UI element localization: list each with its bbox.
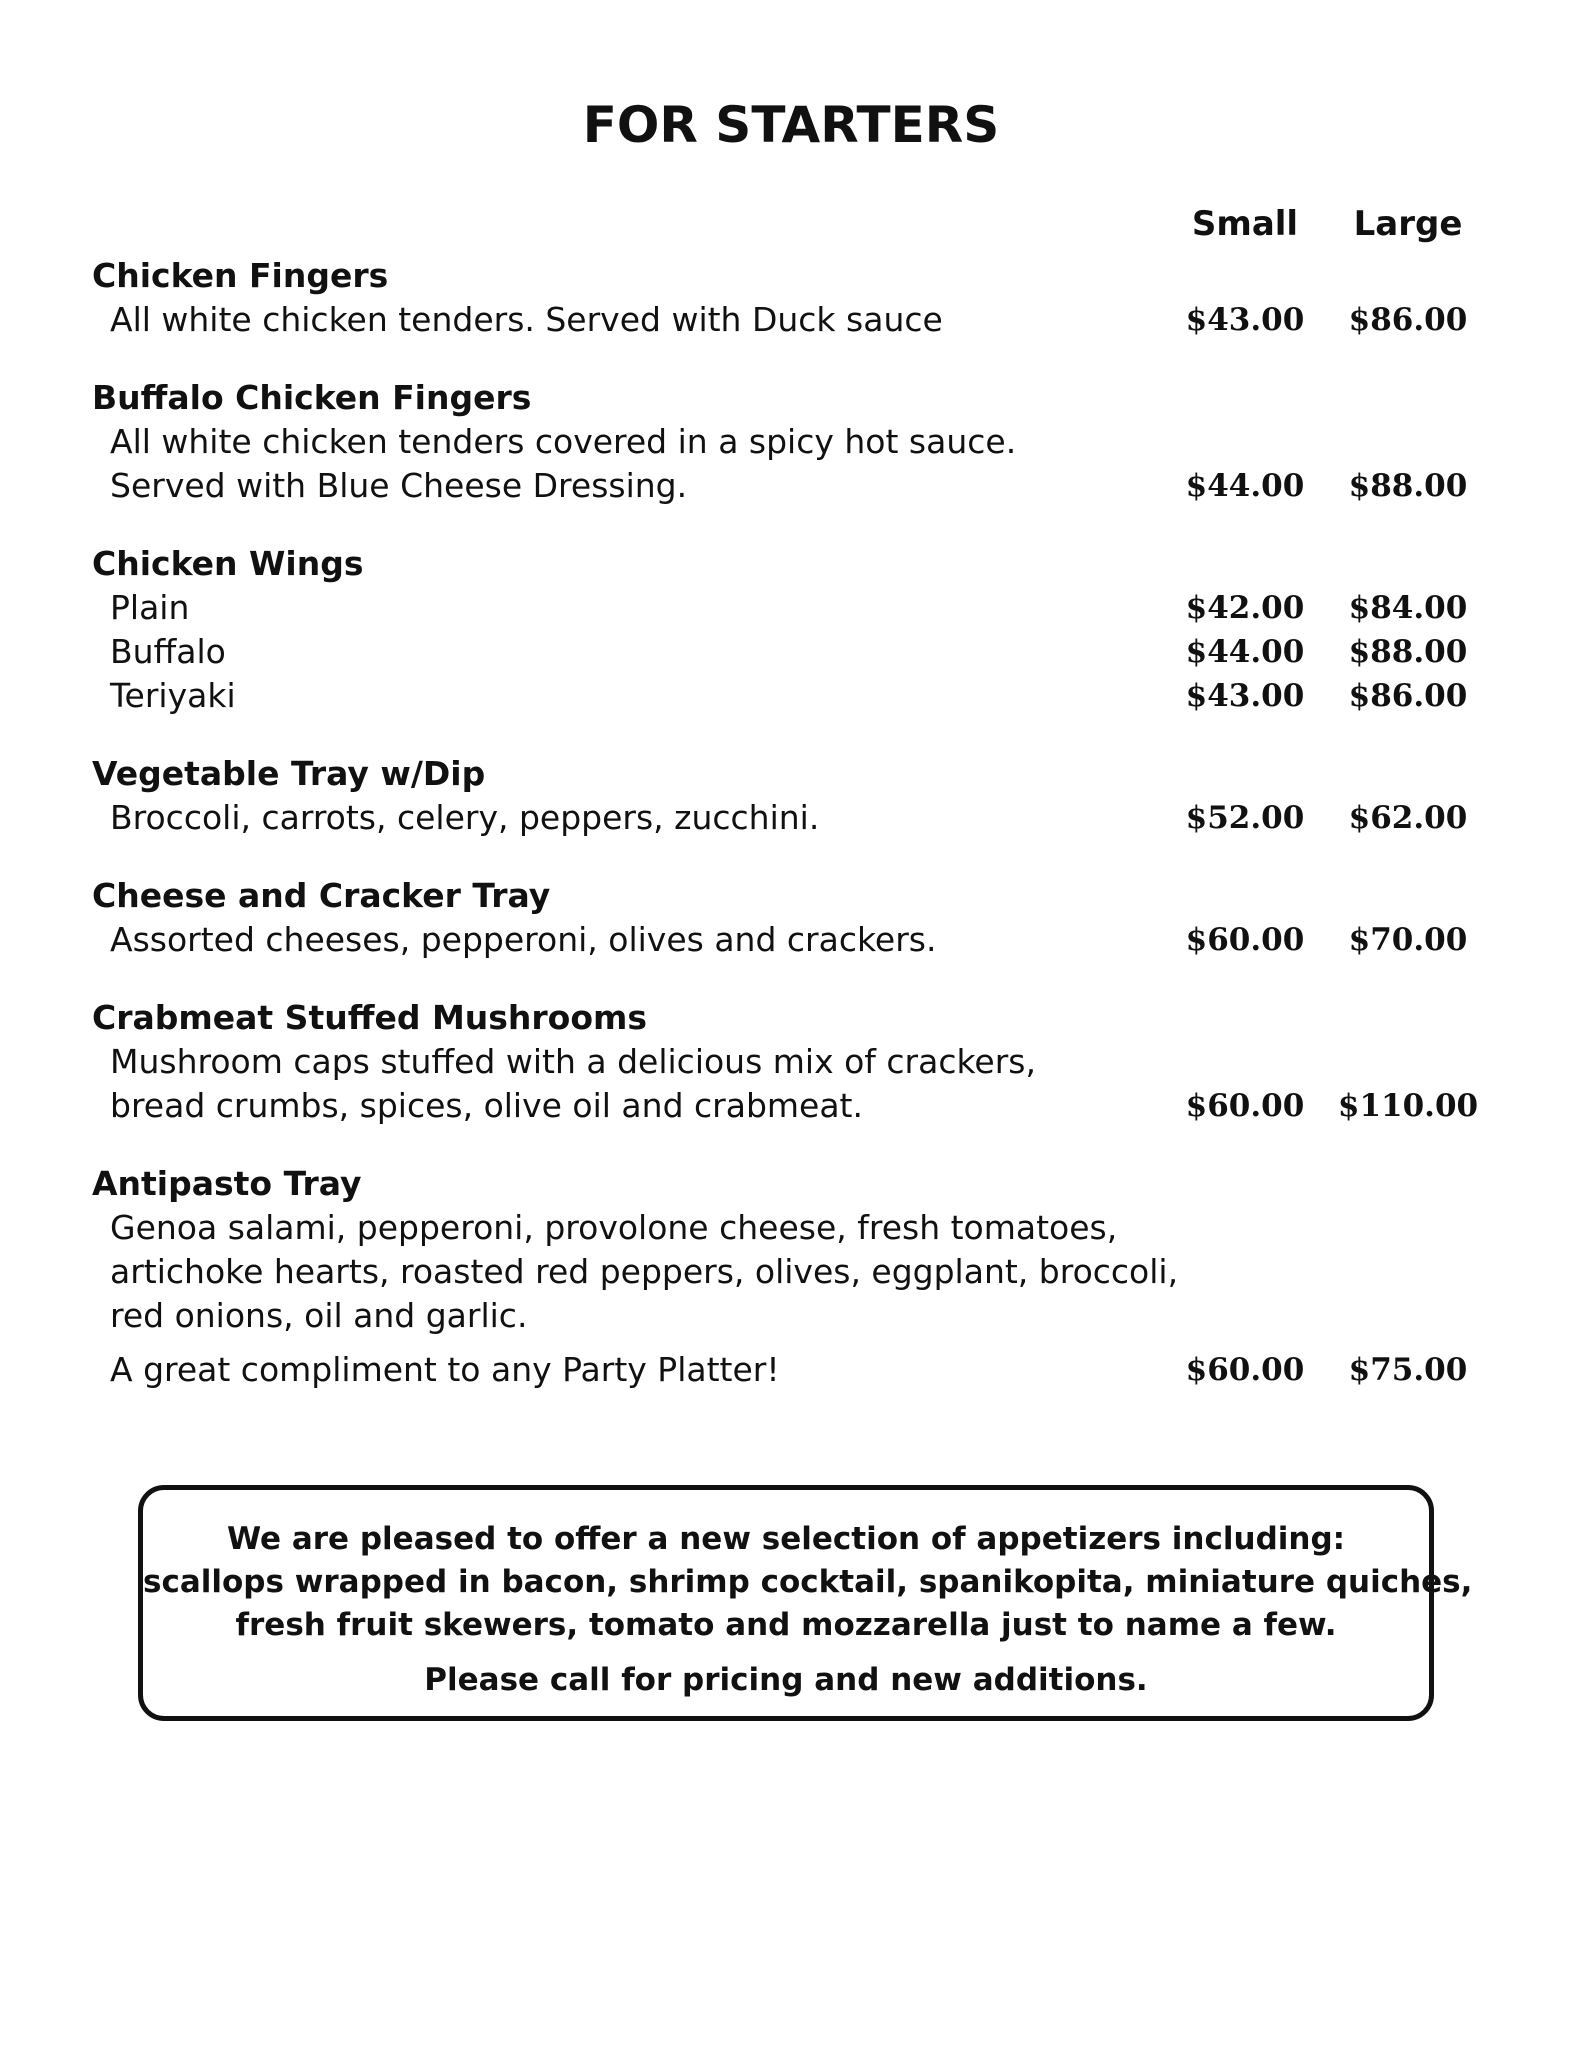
item-line xyxy=(92,1040,1512,1084)
menu-item xyxy=(92,1162,1512,1392)
price-large: $84.00 xyxy=(1348,590,1468,626)
price-small: $60.00 xyxy=(1185,1088,1305,1124)
page-title: FOR STARTERS xyxy=(582,96,1000,154)
column-header-small: Small xyxy=(1191,204,1299,244)
item-name: Antipasto Tray xyxy=(92,1164,362,1203)
price-small: $44.00 xyxy=(1185,634,1305,670)
item-description: Teriyaki xyxy=(110,676,236,715)
price-small: $43.00 xyxy=(1185,678,1305,714)
item-name: Crabmeat Stuffed Mushrooms xyxy=(92,998,648,1037)
menu-items xyxy=(92,254,1512,1426)
price-small: $43.00 xyxy=(1185,302,1305,338)
menu-item xyxy=(92,254,1512,342)
item-name: Vegetable Tray w/Dip xyxy=(92,754,486,793)
menu-item xyxy=(92,542,1512,718)
price-large: $75.00 xyxy=(1348,1352,1468,1388)
item-line xyxy=(92,1348,1512,1392)
price-large: $70.00 xyxy=(1348,922,1468,958)
price-small: $42.00 xyxy=(1185,590,1305,626)
appetizer-notice-box xyxy=(138,1485,1473,1721)
item-description: Genoa salami, pepperoni, provolone cheese, fresh tomatoes, xyxy=(110,1208,1118,1247)
column-header-large: Large xyxy=(1353,204,1463,244)
item-line xyxy=(92,796,1512,840)
item-description: All white chicken tenders covered in a spicy hot sauce. xyxy=(110,422,1017,461)
item-name: Chicken Wings xyxy=(92,544,364,583)
menu-item xyxy=(92,376,1512,508)
item-description: Mushroom caps stuffed with a delicious mix of crackers, xyxy=(110,1042,1036,1081)
item-description: Buffalo xyxy=(110,632,226,671)
item-description: Plain xyxy=(110,588,190,627)
item-description: Broccoli, carrots, celery, peppers, zucchini. xyxy=(110,798,820,837)
item-description: Assorted cheeses, pepperoni, olives and crackers. xyxy=(110,920,937,959)
item-description: Served with Blue Cheese Dressing. xyxy=(110,466,688,505)
item-line xyxy=(92,918,1512,962)
menu-item xyxy=(92,996,1512,1128)
item-name: Cheese and Cracker Tray xyxy=(92,876,551,915)
price-small: $60.00 xyxy=(1185,1352,1305,1388)
item-line xyxy=(92,464,1512,508)
item-description: bread crumbs, spices, olive oil and crabmeat. xyxy=(110,1086,863,1125)
item-description: artichoke hearts, roasted red peppers, olives, eggplant, broccoli, xyxy=(110,1252,1179,1291)
menu-item xyxy=(92,874,1512,962)
price-large: $86.00 xyxy=(1348,302,1468,338)
item-line xyxy=(92,1294,1512,1338)
price-large: $110.00 xyxy=(1337,1088,1479,1124)
item-line xyxy=(92,298,1512,342)
price-small: $60.00 xyxy=(1185,922,1305,958)
price-large: $86.00 xyxy=(1348,678,1468,714)
price-large: $62.00 xyxy=(1348,800,1468,836)
spacer xyxy=(92,1338,1512,1348)
item-tagline: A great compliment to any Party Platter! xyxy=(110,1350,780,1389)
price-small: $44.00 xyxy=(1185,468,1305,504)
item-line xyxy=(92,420,1512,464)
price-large: $88.00 xyxy=(1348,634,1468,670)
item-line xyxy=(92,1250,1512,1294)
item-line xyxy=(92,674,1512,718)
item-line xyxy=(92,1206,1512,1250)
menu-item xyxy=(92,752,1512,840)
notice-call-text: Please call for pricing and new additions. xyxy=(424,1662,1148,1698)
item-description: red onions, oil and garlic. xyxy=(110,1296,528,1335)
item-name: Buffalo Chicken Fingers xyxy=(92,378,532,417)
item-line xyxy=(92,630,1512,674)
price-large: $88.00 xyxy=(1348,468,1468,504)
price-small: $52.00 xyxy=(1185,800,1305,836)
notice-line: We are pleased to offer a new selection of appetizers including: xyxy=(226,1521,1346,1557)
notice-line: fresh fruit skewers, tomato and mozzarella just to name a few. xyxy=(235,1607,1337,1643)
item-line xyxy=(92,586,1512,630)
notice-line: scallops wrapped in bacon, shrimp cocktail, spanikopita, miniature quiches, xyxy=(143,1564,1473,1600)
item-line xyxy=(92,1084,1512,1128)
item-description: All white chicken tenders. Served with Duck sauce xyxy=(110,300,943,339)
item-name: Chicken Fingers xyxy=(92,256,389,295)
